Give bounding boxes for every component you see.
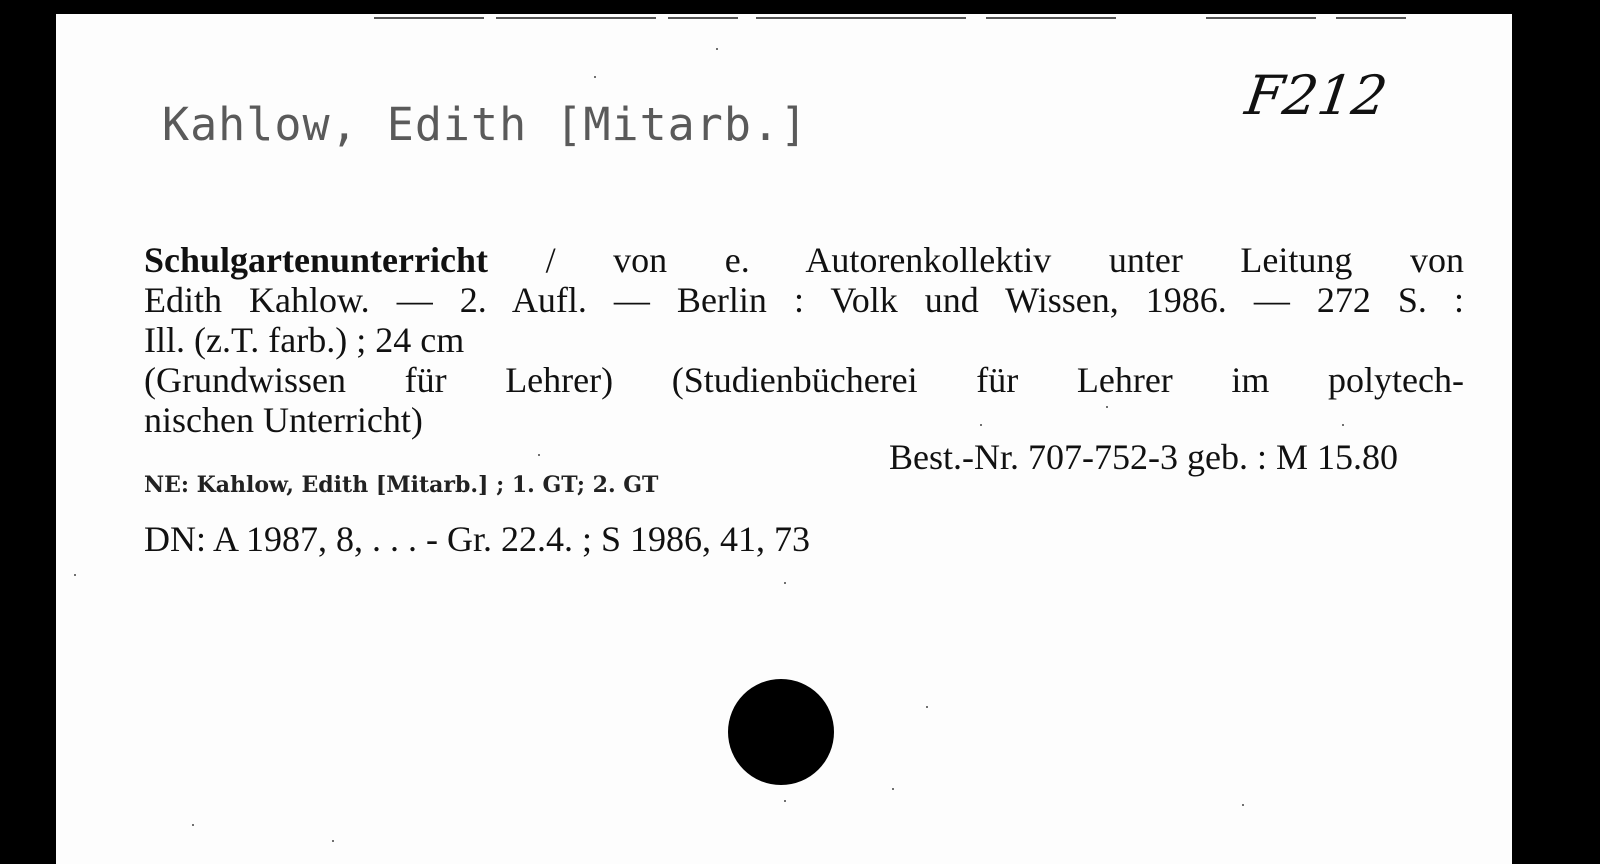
entry-line-1 — [144, 240, 1464, 280]
speck — [1106, 406, 1108, 408]
entry-line-5: nischen Unterricht) — [144, 400, 423, 440]
bibliographic-entry — [144, 240, 1464, 440]
speck — [980, 424, 982, 426]
author-heading: Kahlow, Edith [Mitarb.] — [162, 98, 809, 151]
speck — [716, 48, 718, 50]
entry-line-3: Ill. (z.T. farb.) ; 24 cm — [144, 320, 465, 360]
ne-line: NE: Kahlow, Edith [Mitarb.] ; 1. GT; 2. GT — [144, 472, 659, 498]
top-edge-dash — [496, 17, 656, 19]
punch-hole — [728, 679, 834, 785]
dn-line: DN: A 1987, 8, . . . - Gr. 22.4. ; S 1986, 41, 73 — [144, 519, 811, 559]
speck — [74, 574, 76, 576]
top-edge-dash — [986, 17, 1116, 19]
speck — [784, 800, 786, 802]
top-edge-dash — [756, 17, 966, 19]
statement-of-responsibility: / von e. Autorenkollektiv unter Leitung von — [545, 240, 1465, 280]
speck — [332, 840, 334, 842]
handwritten-call-number: F212 — [1241, 64, 1391, 127]
top-edge-dash — [1336, 17, 1406, 19]
speck — [1242, 804, 1244, 806]
speck — [538, 454, 540, 456]
speck — [892, 788, 894, 790]
top-edge-dash — [668, 17, 738, 19]
entry-line-2: Edith Kahlow. — 2. Aufl. — Berlin : Volk und Wissen, 1986. — 272 S. : — [144, 280, 1464, 320]
order-number: Best.-Nr. 707-752-3 geb. : M 15.80 — [889, 437, 1398, 477]
top-edge-dash — [1206, 17, 1316, 19]
entry-line-4: (Grundwissen für Lehrer) (Studienbücherei für Lehrer im polytech- — [144, 360, 1464, 400]
speck — [784, 582, 786, 584]
speck — [926, 706, 928, 708]
speck — [594, 76, 596, 78]
top-edge-dash — [374, 17, 484, 19]
catalog-card — [56, 14, 1512, 864]
speck — [192, 824, 194, 826]
speck — [1342, 424, 1344, 426]
book-title: Schulgartenunterricht — [144, 240, 488, 280]
